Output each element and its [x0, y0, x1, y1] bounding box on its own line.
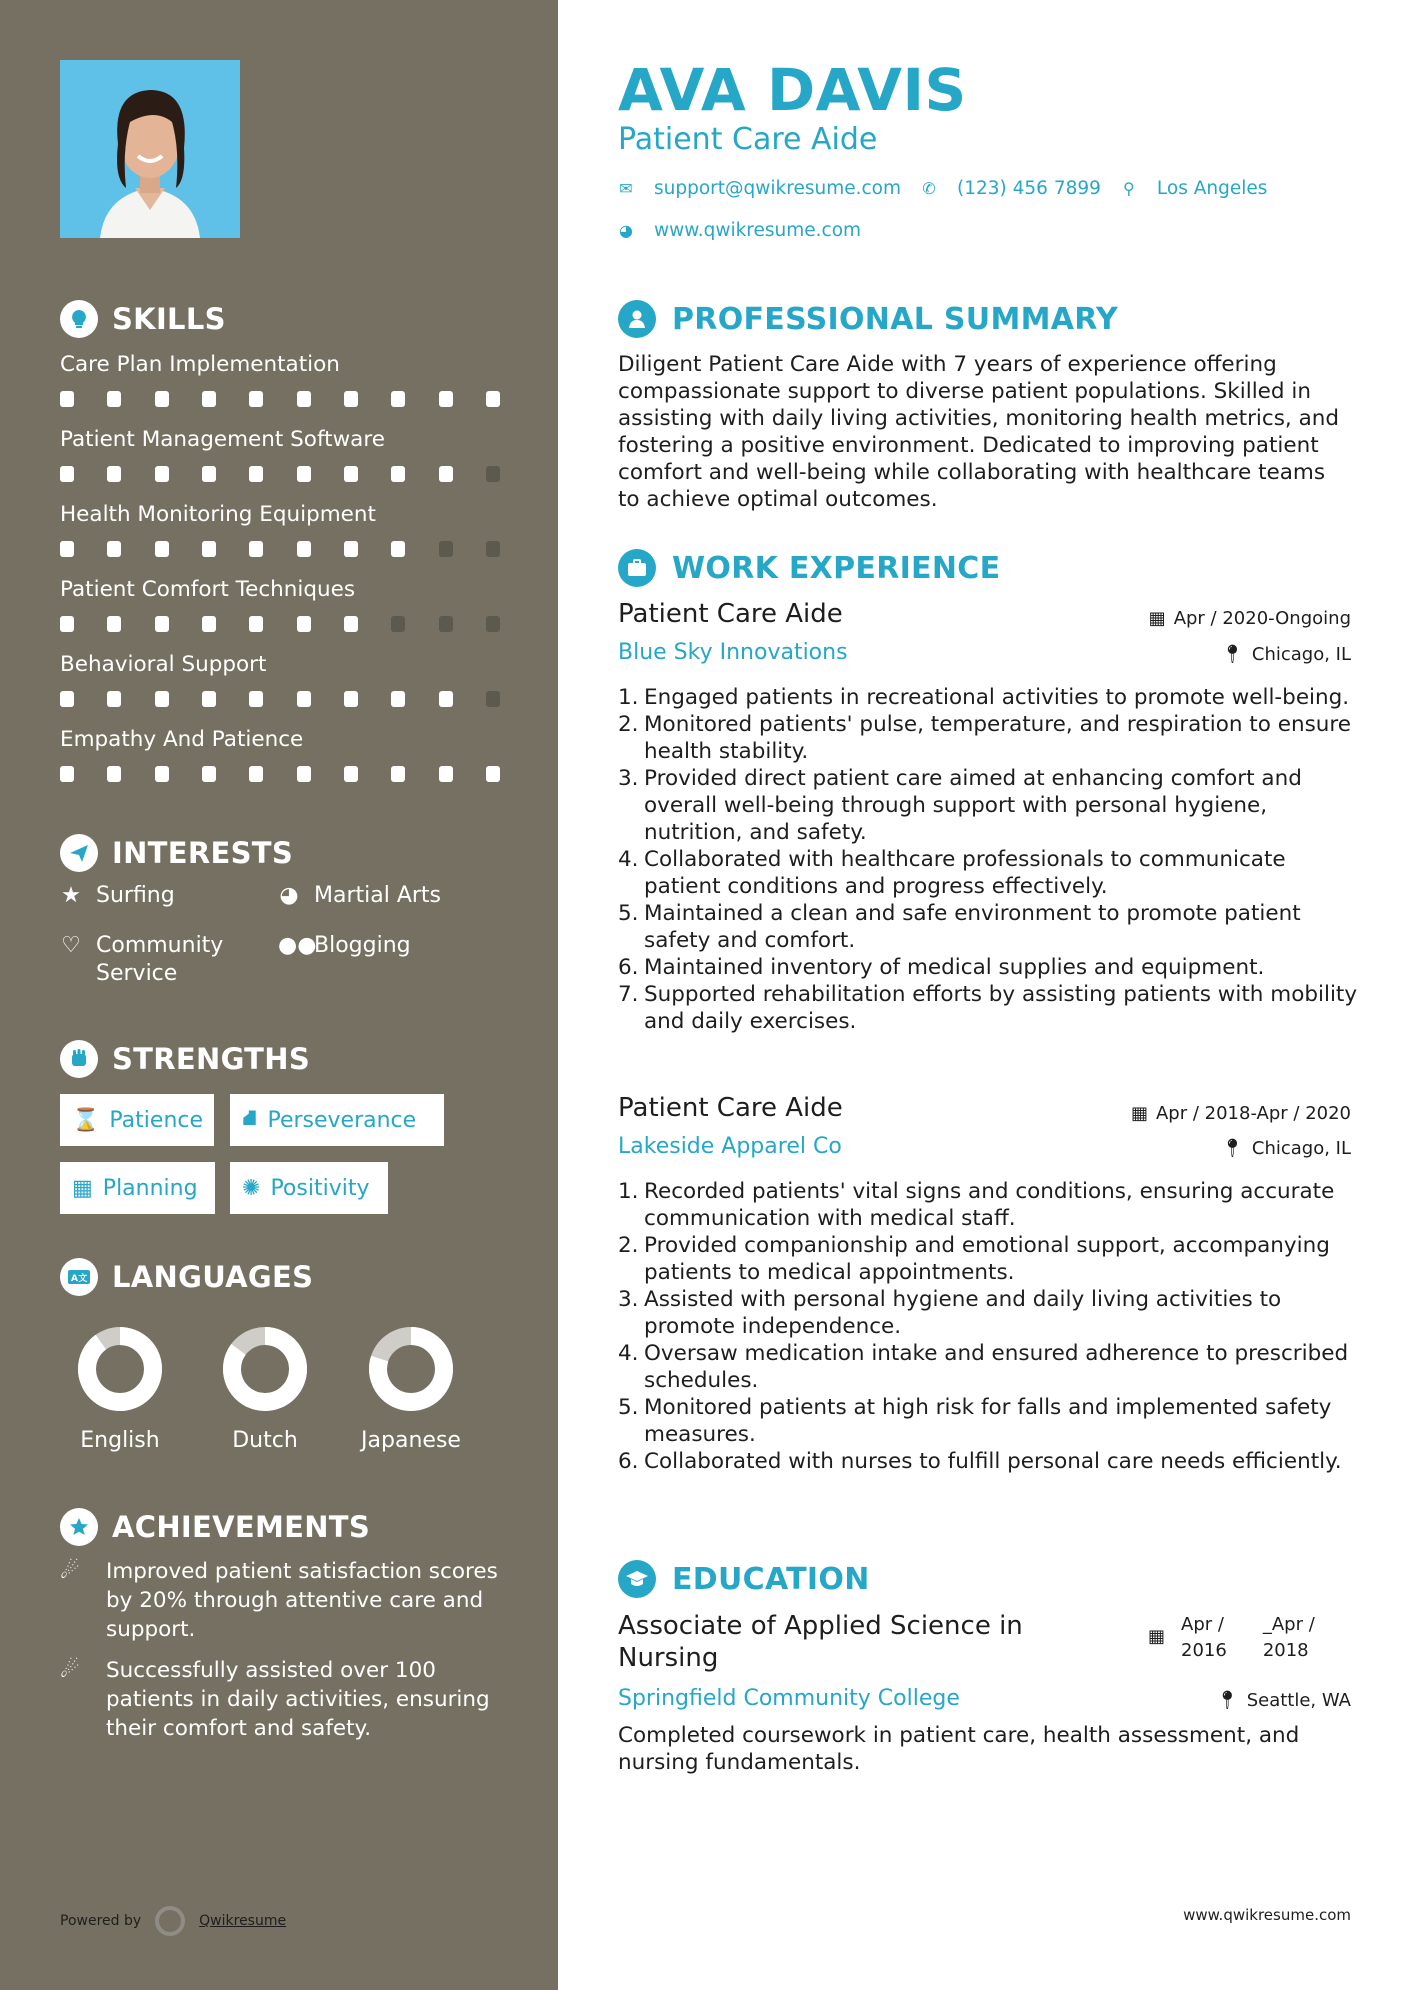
- rating-dot: [107, 466, 121, 482]
- brand-link[interactable]: Qwikresume: [199, 1913, 287, 1929]
- rating-dot: [155, 466, 169, 482]
- skill-row: [60, 349, 500, 407]
- bullet-text: Provided direct patient care aimed at enhancing comfort and overall well-being through support with personal hygiene, nutrition, and safety.: [644, 766, 1302, 845]
- interest-item: [278, 932, 411, 960]
- language-donut: [75, 1324, 165, 1414]
- website-row: [618, 220, 861, 241]
- donut-fill: [87, 1336, 153, 1402]
- bullet-item: [618, 1448, 1358, 1475]
- bullet-number: 6.: [618, 955, 639, 980]
- rating-dot: [107, 541, 121, 557]
- achievements-title: ACHIEVEMENTS: [112, 1510, 371, 1544]
- rating-dot: [60, 541, 74, 557]
- language-item: [60, 1324, 180, 1453]
- rating-dot: [60, 766, 74, 782]
- bullet-number: 5.: [618, 1395, 639, 1420]
- email-link[interactable]: support@qwikresume.com: [654, 178, 901, 199]
- phone-icon: ✆: [922, 179, 936, 198]
- degree-line: Associate of Applied Science in: [618, 1611, 1023, 1641]
- company-name: Blue Sky Innovations: [618, 640, 848, 665]
- rating-dot: [344, 691, 358, 707]
- edu-end: [1263, 1612, 1315, 1664]
- job-location-text: Chicago, IL: [1251, 1138, 1351, 1159]
- bullet-text: Recorded patients' vital signs and conditions, ensuring accurate communication with medical staff.: [644, 1179, 1335, 1231]
- bullet-item: [618, 765, 1358, 846]
- job-dates: [1131, 1103, 1351, 1124]
- rating-dot: [60, 616, 74, 632]
- strength-label: Planning: [102, 1175, 198, 1201]
- work-heading: [618, 549, 1000, 587]
- bullet-item: [618, 900, 1358, 954]
- job-dates-text: Apr / 2018-Apr / 2020: [1155, 1103, 1351, 1124]
- company-name: Lakeside Apparel Co: [618, 1134, 842, 1159]
- rating-dot: [297, 541, 311, 557]
- rating-dot: [486, 616, 500, 632]
- interest-label: Community Service: [96, 933, 224, 986]
- job-bullets: [618, 1178, 1358, 1475]
- rating-dot: [439, 616, 453, 632]
- job-location-text: Chicago, IL: [1251, 644, 1351, 665]
- language-icon: [60, 1258, 98, 1296]
- rating-dot: [486, 766, 500, 782]
- achievement-text: Improved patient satisfaction scores by 20% through attentive care and support.: [106, 1559, 498, 1642]
- language-item: [351, 1324, 471, 1453]
- rating-dot: [249, 466, 263, 482]
- skill-label: Empathy And Patience: [60, 727, 304, 752]
- skill-rating: [60, 391, 500, 407]
- globe-icon: ◕: [619, 221, 633, 240]
- phone-text: (123) 456 7899: [957, 178, 1101, 199]
- strength-label: Perseverance: [267, 1107, 417, 1133]
- skill-rating: [60, 541, 500, 557]
- interest-item: [60, 932, 260, 988]
- bullet-text: Maintained a clean and safe environment to promote patient safety and comfort.: [644, 901, 1301, 953]
- job-title: Patient Care Aide: [618, 599, 843, 629]
- rating-dot: [202, 691, 216, 707]
- rating-dot: [202, 766, 216, 782]
- language-donut: [366, 1324, 456, 1414]
- skill-row: [60, 424, 500, 482]
- skill-label: Health Monitoring Equipment: [60, 502, 376, 527]
- interest-item: [278, 882, 441, 910]
- bullet-item: [618, 1394, 1358, 1448]
- profile-photo: [60, 60, 240, 238]
- achievement-text: Successfully assisted over 100 patients in daily activities, ensuring their comfort and safety.: [106, 1658, 490, 1741]
- paper-plane-icon: [60, 834, 98, 872]
- rating-dot: [249, 616, 263, 632]
- fist-icon: [60, 1040, 98, 1078]
- rating-dot: [439, 541, 453, 557]
- rating-dot: [439, 766, 453, 782]
- edu-dates: [1148, 1612, 1315, 1664]
- skill-label: Care Plan Implementation: [60, 352, 340, 377]
- rating-dot: [155, 541, 169, 557]
- website-link[interactable]: www.qwikresume.com: [654, 220, 862, 241]
- education-title: EDUCATION: [672, 1561, 870, 1597]
- skill-row: [60, 649, 500, 707]
- skill-rating: [60, 466, 500, 482]
- achievements-heading: [60, 1508, 370, 1546]
- rating-dot: [344, 391, 358, 407]
- strength-chip: [230, 1162, 388, 1214]
- rating-dot: [297, 466, 311, 482]
- shooting-star-icon: ☄: [60, 1658, 80, 1683]
- bullet-number: 2.: [618, 712, 639, 737]
- bullet-item: [618, 1232, 1358, 1286]
- edu-end-month: _Apr /: [1262, 1614, 1315, 1635]
- skill-rating: [60, 766, 500, 782]
- rating-dot: [107, 766, 121, 782]
- envelope-icon: ✉: [619, 179, 633, 198]
- job-dates: [1149, 608, 1351, 629]
- bullet-number: 1.: [618, 685, 639, 710]
- user-icon: [618, 300, 656, 338]
- rating-dot: [439, 391, 453, 407]
- rating-dot: [391, 466, 405, 482]
- interest-label: Blogging: [314, 933, 411, 958]
- skills-heading: [60, 300, 226, 338]
- edu-location-text: Seattle, WA: [1246, 1690, 1351, 1711]
- rating-dot: [202, 391, 216, 407]
- language-label: English: [80, 1428, 160, 1453]
- strength-chip: [60, 1162, 215, 1214]
- graduation-cap-icon: [618, 1560, 656, 1598]
- rating-dot: [391, 691, 405, 707]
- degree-title: [618, 1610, 1023, 1674]
- skill-row: [60, 574, 500, 632]
- rating-dot: [60, 391, 74, 407]
- sun-icon: ✺: [242, 1175, 261, 1201]
- powered-by-label: Powered by: [60, 1913, 142, 1929]
- candidate-role: Patient Care Aide: [618, 122, 878, 157]
- rating-dot: [107, 691, 121, 707]
- map-pin-icon: ⚲: [1123, 179, 1135, 198]
- skill-rating: [60, 691, 500, 707]
- globe-icon: ◕: [279, 883, 299, 908]
- rating-dot: [60, 691, 74, 707]
- hand-icon: ♡: [61, 933, 81, 958]
- rating-dot: [249, 541, 263, 557]
- pin-icon: 📍︎: [1221, 1138, 1244, 1159]
- language-label: Dutch: [232, 1428, 298, 1453]
- skill-label: Patient Management Software: [60, 427, 385, 452]
- lightbulb-icon: [60, 300, 98, 338]
- rating-dot: [486, 391, 500, 407]
- summary-title: PROFESSIONAL SUMMARY: [672, 301, 1119, 337]
- bullet-number: 3.: [618, 766, 639, 791]
- bullet-item: [618, 711, 1358, 765]
- hourglass-icon: ⌛: [72, 1107, 100, 1133]
- rating-dot: [155, 691, 169, 707]
- strengths-title: STRENGTHS: [112, 1042, 311, 1076]
- bullet-text: Engaged patients in recreational activities to promote well-being.: [644, 685, 1350, 710]
- calendar-icon: ▦: [1148, 608, 1166, 629]
- rating-dot: [486, 466, 500, 482]
- education-heading: [618, 1560, 870, 1598]
- edu-start-month: Apr /: [1181, 1614, 1224, 1635]
- job-location: [1221, 644, 1351, 665]
- language-donut: [220, 1324, 310, 1414]
- bullet-number: 4.: [618, 847, 639, 872]
- rating-dot: [249, 691, 263, 707]
- bullet-text: Monitored patients at high risk for falls and implemented safety measures.: [644, 1395, 1332, 1447]
- rating-dot: [439, 691, 453, 707]
- main-content: [558, 0, 1407, 1990]
- job-bullets: [618, 684, 1358, 1035]
- rating-dot: [391, 541, 405, 557]
- skill-row: [60, 724, 500, 782]
- bullet-number: 1.: [618, 1179, 639, 1204]
- pin-icon: 📍︎: [1215, 1690, 1239, 1711]
- powered-by: [60, 1906, 286, 1936]
- interest-item: [60, 882, 175, 910]
- bullet-number: 3.: [618, 1287, 639, 1312]
- rating-dot: [155, 391, 169, 407]
- bullet-item: [618, 684, 1358, 711]
- bullet-text: Provided companionship and emotional support, accompanying patients to medical appointments.: [644, 1233, 1330, 1285]
- interests-heading: [60, 834, 293, 872]
- strengths-heading: [60, 1040, 310, 1078]
- bullet-text: Monitored patients' pulse, temperature, and respiration to ensure health stability.: [644, 712, 1352, 764]
- job-location: [1221, 1138, 1351, 1159]
- rating-dot: [344, 766, 358, 782]
- bullet-number: 5.: [618, 901, 639, 926]
- bullet-item: [618, 954, 1358, 981]
- rating-dot: [297, 391, 311, 407]
- location-text: Los Angeles: [1156, 178, 1268, 199]
- edu-end-year: 2018: [1262, 1640, 1309, 1661]
- rating-dot: [344, 616, 358, 632]
- qwikresume-logo-icon: [155, 1906, 185, 1936]
- rating-dot: [486, 691, 500, 707]
- bullet-item: [618, 981, 1358, 1035]
- rating-dot: [486, 541, 500, 557]
- skill-rating: [60, 616, 500, 632]
- language-item: [205, 1324, 325, 1453]
- users-icon: ●●: [278, 933, 317, 958]
- rating-dot: [391, 391, 405, 407]
- sidebar: [0, 0, 558, 1990]
- rating-dot: [107, 616, 121, 632]
- job-dates-text: Apr / 2020-Ongoing: [1173, 608, 1351, 629]
- rating-dot: [391, 766, 405, 782]
- bullet-text: Supported rehabilitation efforts by assisting patients with mobility and daily exercises.: [644, 982, 1358, 1034]
- rating-dot: [249, 391, 263, 407]
- bullet-item: [618, 1178, 1358, 1232]
- road-icon: ⛘: [242, 1106, 258, 1131]
- rating-dot: [155, 766, 169, 782]
- rating-dot: [202, 466, 216, 482]
- footer-url: www.qwikresume.com: [1183, 1906, 1351, 1924]
- contact-row: [618, 178, 1267, 199]
- rating-dot: [297, 691, 311, 707]
- skill-label: Patient Comfort Techniques: [60, 577, 356, 602]
- pin-icon: 📍︎: [1221, 644, 1244, 665]
- bullet-item: [618, 1340, 1358, 1394]
- skills-title: SKILLS: [112, 302, 226, 336]
- edu-description: Completed coursework in patient care, health assessment, and nursing fundamentals.: [618, 1723, 1300, 1775]
- bullet-text: Collaborated with healthcare professionals to communicate patient conditions and progress effectively.: [644, 847, 1286, 899]
- strength-label: Patience: [109, 1107, 204, 1133]
- candidate-name: AVA DAVIS: [618, 56, 967, 124]
- star-badge-icon: [60, 1508, 98, 1546]
- svg-text:A文: A文: [71, 1274, 88, 1284]
- summary-text: Diligent Patient Care Aide with 7 years of experience offering compassionate support to diverse patient populations. Skilled in assisting with daily living activities, monitoring health metrics, and fostering a positive environment. Dedicated to improving patient comfort and well-being while collaborating with healthcare teams to achieve optimal outcomes.: [618, 352, 1340, 512]
- rating-dot: [344, 541, 358, 557]
- job-title: Patient Care Aide: [618, 1093, 843, 1123]
- skill-row: [60, 499, 500, 557]
- edu-location: [1216, 1690, 1351, 1711]
- rating-dot: [202, 616, 216, 632]
- interests-title: INTERESTS: [112, 836, 294, 870]
- edu-start: [1181, 1612, 1227, 1664]
- bullet-text: Maintained inventory of medical supplies and equipment.: [644, 955, 1265, 980]
- rating-dot: [297, 616, 311, 632]
- bullet-number: 6.: [618, 1449, 639, 1474]
- rating-dot: [297, 766, 311, 782]
- briefcase-icon: [618, 549, 656, 587]
- rating-dot: [60, 466, 74, 482]
- language-label: Japanese: [361, 1428, 461, 1453]
- bullet-item: [618, 846, 1358, 900]
- rating-dot: [107, 391, 121, 407]
- languages-title: LANGUAGES: [112, 1260, 314, 1294]
- rating-dot: [155, 616, 169, 632]
- skill-label: Behavioral Support: [60, 652, 267, 677]
- bullet-text: Oversaw medication intake and ensured adherence to prescribed schedules.: [644, 1341, 1349, 1393]
- bullet-text: Collaborated with nurses to fulfill personal care needs efficiently.: [644, 1449, 1342, 1474]
- achievement-item: [60, 1656, 500, 1743]
- bullet-text: Assisted with personal hygiene and daily living activities to promote independence.: [644, 1287, 1282, 1339]
- strength-chip: [230, 1094, 444, 1146]
- work-title: WORK EXPERIENCE: [672, 550, 1001, 586]
- rating-dot: [391, 616, 405, 632]
- strength-chip: [60, 1094, 214, 1146]
- achievement-item: [60, 1557, 500, 1644]
- summary-heading: [618, 300, 1118, 338]
- rating-dot: [439, 466, 453, 482]
- bullet-number: 4.: [618, 1341, 639, 1366]
- edu-start-year: 2016: [1181, 1640, 1227, 1661]
- rating-dot: [202, 541, 216, 557]
- school-name: Springfield Community College: [618, 1686, 960, 1711]
- calendar-icon: ▦: [1148, 1626, 1166, 1647]
- bullet-item: [618, 1286, 1358, 1340]
- degree-line: Nursing: [618, 1643, 719, 1673]
- star-icon: ★: [61, 883, 81, 908]
- interest-label: Surfing: [96, 883, 175, 908]
- interest-label: Martial Arts: [314, 883, 442, 908]
- rating-dot: [344, 466, 358, 482]
- strength-label: Positivity: [270, 1175, 370, 1201]
- bullet-number: 7.: [618, 982, 639, 1007]
- rating-dot: [249, 766, 263, 782]
- calendar-icon: ▦: [1130, 1103, 1148, 1124]
- calendar-icon: ▦: [72, 1175, 93, 1201]
- shooting-star-icon: ☄: [60, 1559, 80, 1584]
- bullet-number: 2.: [618, 1233, 639, 1258]
- avatar: [60, 60, 240, 238]
- languages-heading: [60, 1258, 313, 1296]
